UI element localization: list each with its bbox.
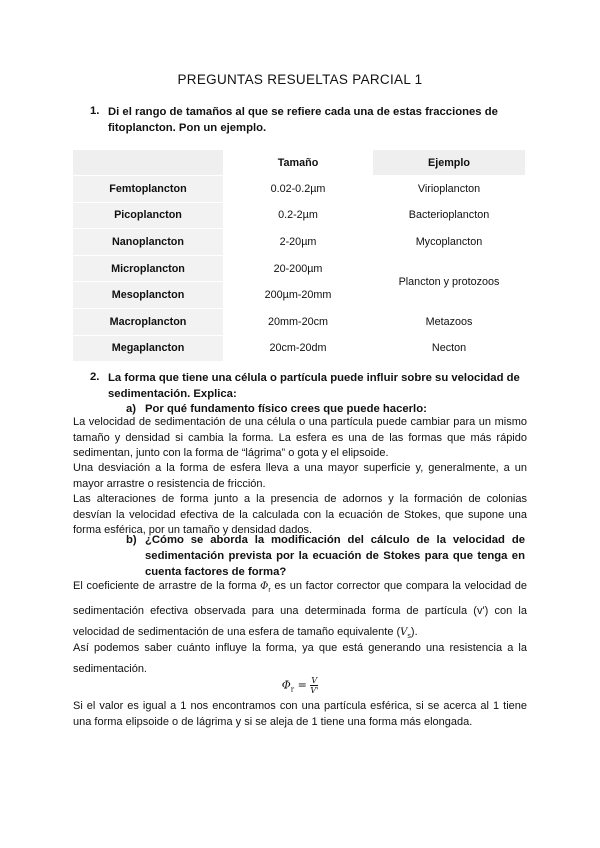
- row-name: Picoplancton: [73, 202, 223, 229]
- table-row: [73, 229, 525, 256]
- table-header-size: Tamaño: [223, 150, 373, 176]
- page-title: PREGUNTAS RESUELTAS PARCIAL 1: [177, 72, 423, 87]
- answer-a-paragraph-3: Las alteraciones de forma junto a la presencia de adornos y la formación de colonias desvían la velocidad efectiva de la calculada con la ecuación de Stokes, que supone una forma esférica, por un tamaño y densidad dados.: [73, 493, 527, 536]
- answer-b-paragraph-3: Si el valor es igual a 1 nos encontramos con una partícula esférica, si se acerca al 1 tiene una forma elipsoide o de lágrima y si se aleja de 1 tiene una forma más elongada.: [73, 700, 527, 728]
- formula-equals: =: [297, 678, 307, 692]
- table-row: [73, 255, 525, 282]
- subquestion-a-text: Por qué fundamento físico crees que puede hacerlo:: [145, 403, 427, 415]
- question-2-text: La forma que tiene una célula o partícula puede influir sobre su velocidad de sedimentación. Explica:: [108, 372, 520, 400]
- row-example: Bacterioplancton: [373, 202, 525, 229]
- row-size: 0.02-0.2µm: [223, 176, 373, 203]
- v-symbol: V: [400, 627, 408, 639]
- subquestion-b-label: b): [126, 534, 137, 546]
- v-subscript: s: [407, 633, 411, 641]
- row-name: Microplancton: [73, 255, 223, 282]
- table-row: [73, 202, 525, 229]
- phi-symbol: Φ: [260, 581, 269, 592]
- row-size: 20-200µm: [223, 255, 373, 282]
- question-2-number: 2.: [90, 371, 100, 383]
- answer-b-text-end: ).: [410, 626, 418, 639]
- row-size: 0.2-2µm: [223, 202, 373, 229]
- row-example: Metazoos: [373, 308, 525, 335]
- question-1-text: Di el rango de tamaños al que se refiere cada una de estas fracciones de fitoplancton. Pon un ejemplo.: [108, 106, 498, 134]
- row-example: Necton: [373, 335, 525, 361]
- formula-fraction: [310, 676, 318, 695]
- question-1-number: 1.: [90, 105, 100, 117]
- answer-b-text-start: El coeficiente de arrastre de la forma: [73, 580, 257, 592]
- row-size: 200µm-20mm: [223, 282, 373, 309]
- subquestion-b-text: ¿Cómo se aborda la modificación del cálculo de la velocidad de sedimentación prevista por la ecuación de Stokes para que tenga en cuenta factores de forma?: [145, 534, 525, 578]
- row-size: 20mm-20cm: [223, 308, 373, 335]
- row-example-merged: Plancton y protozoos: [373, 255, 525, 308]
- table-row: [73, 176, 525, 203]
- answer-b-text-middle: es un factor corrector que compara la velocidad de sedimentación efectiva observada para una determinada forma de partícula (v') con la velocidad de sedimentación de una esfera de tamaño equivalente (: [73, 580, 528, 639]
- row-size: 20cm-20dm: [223, 335, 373, 361]
- table-row: [73, 308, 525, 335]
- row-name: Macroplancton: [73, 308, 223, 335]
- phi-subscript: r: [268, 587, 271, 595]
- table-header-example: Ejemplo: [373, 150, 525, 176]
- answer-b-paragraph-2: Así podemos saber cuánto influye la forma, ya que está generando una resistencia a la sedimentación.: [73, 642, 527, 675]
- table-header-blank: [73, 150, 223, 176]
- formula: [0, 676, 600, 695]
- table-row: [73, 335, 525, 361]
- row-name: Megaplancton: [73, 335, 223, 361]
- answer-a-paragraph-2: Una desviación a la forma de esfera lleva a una mayor superficie y, generalmente, a un mayor arrastre o resistencia de fricción.: [73, 462, 527, 490]
- row-name: Femtoplancton: [73, 176, 223, 203]
- subquestion-a-label: a): [126, 403, 137, 415]
- row-example: Mycoplancton: [373, 229, 525, 256]
- row-size: 2-20µm: [223, 229, 373, 256]
- formula-denominator: V': [310, 686, 319, 695]
- answer-b-paragraph-1: [73, 576, 527, 647]
- row-example: Virioplancton: [373, 176, 525, 203]
- plankton-fractions-table: [73, 150, 525, 361]
- formula-phi-sub: r: [290, 685, 295, 694]
- formula-numerator: V: [311, 676, 318, 685]
- row-name: Nanoplancton: [73, 229, 223, 256]
- row-name: Mesoplancton: [73, 282, 223, 309]
- answer-a-paragraph-1: La velocidad de sedimentación de una célula o una partícula puede cambiar para un mismo tamaño y densidad si cambia la forma. La esfera es una de las formas que más rápido sedimentan, junto con la forma de “lágrima” o gota y el elipsoide.: [73, 416, 527, 459]
- formula-phi: Φ: [281, 678, 291, 692]
